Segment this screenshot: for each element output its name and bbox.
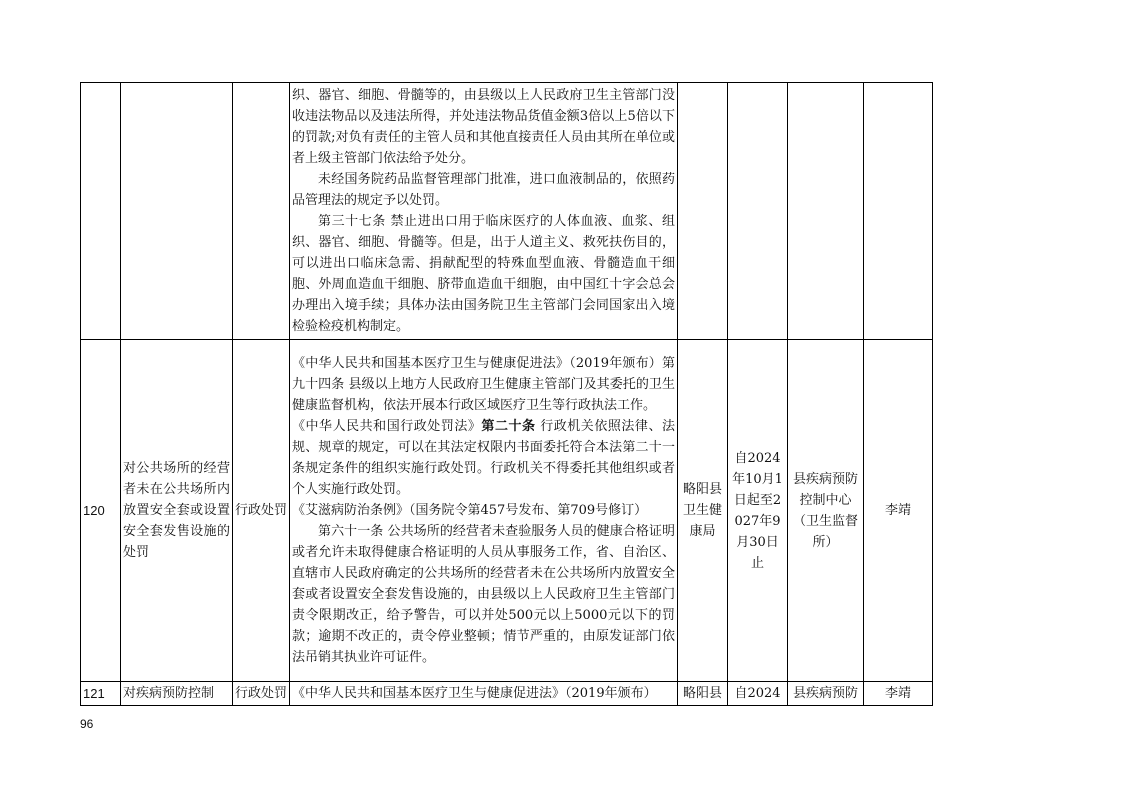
row-number-cell: 121 [81,682,121,706]
authority-table [80,82,933,706]
page-number: 96 [80,717,94,731]
period-cell [728,83,788,340]
row-number-cell: 120 [81,340,121,682]
article-number: 第二十条 [481,419,536,434]
basis-paragraph [292,416,675,500]
item-name-cell: 对疾病预防控制 [121,682,233,706]
basis-paragraph: 《中华人民共和国基本医疗卫生与健康促进法》（2019年颁布）第九十四条 县级以上地方人民政府卫生健康主管部门及其委托的卫生健康监督机构，依法开展本行政区域医疗卫生等行政执法工作。 [292,356,675,413]
authority-cell [678,83,728,340]
law-title: 《中华人民共和国行政处罚法》 [292,419,482,434]
basis-paragraph: 第三十七条 禁止进出口用于临床医疗的人体血液、血浆、组织、器官、细胞、骨髓等。但是，出于人道主义、救死扶伤目的，可以进出口临床急需、捐献配型的特殊血型血液、骨髓造血干细胞、外周血造血干细胞、脐带血造血干细胞，由中国红十字会总会办理出入境手续；具体办法由国务院卫生主管部门会同国家出入境检验检疫机构制定。 [292,214,675,334]
item-name-cell: 对公共场所的经营者未在公共场所内放置安全套或设置安全套发售设施的处罚 [121,340,233,682]
basis-paragraph: 第六十一条 公共场所的经营者未查验服务人员的健康合格证明或者允许未取得健康合格证明的人员从事服务工作，省、自治区、直辖市人民政府确定的公共场所的经营者未在公共场所内放置安全套或者设置安全套发售设施的，由县级以上人民政府卫生主管部门责令限期改正，给予警告，可以并处500元以上5000元以下的罚款；逾期不改正的，责令停业整顿；情节严重的，由原发证部门依法吊销其执业许可证件。 [292,524,675,665]
type-cell: 行政处罚 [233,340,290,682]
period-cell: 自2024年10月1日起至2027年9月30日止 [728,340,788,682]
row-number-cell [81,83,121,340]
table-row [81,340,933,682]
basis-cell: 《中华人民共和国基本医疗卫生与健康促进法》（2019年颁布） [290,682,678,706]
period-cell: 自2024 [728,682,788,706]
entrusted-cell: 县疾病预防控制中心（卫生监督所） [788,340,864,682]
basis-cell [290,340,678,682]
entrusted-cell [788,83,864,340]
basis-cell [290,83,678,340]
type-cell [233,83,290,340]
basis-paragraph: 《艾滋病防治条例》（国务院令第457号发布、第709号修订） [292,503,648,518]
entrusted-cell: 县疾病预防 [788,682,864,706]
person-cell: 李靖 [864,682,933,706]
basis-paragraph: 织、器官、细胞、骨髓等的，由县级以上人民政府卫生主管部门没收违法物品以及违法所得，并处违法物品货值金额3倍以上5倍以下的罚款;对负有责任的主管人员和其他直接责任人员由其所在单位或者上级主管部门依法给予处分。 [292,88,675,166]
person-cell [864,83,933,340]
authority-cell: 略阳县卫生健康局 [678,340,728,682]
item-name-cell [121,83,233,340]
table-row [81,83,933,340]
article-text: 行政机关依照法律、法规、规章的规定，可以在其法定权限内书面委托符合本法第二十一条规定条件的组织实施行政处罚。行政机关不得委托其他组织或者个人实施行政处罚。 [292,419,675,497]
person-cell: 李靖 [864,340,933,682]
authority-cell: 略阳县 [678,682,728,706]
table-row [81,682,933,706]
type-cell: 行政处罚 [233,682,290,706]
basis-paragraph: 未经国务院药品监督管理部门批准，进口血液制品的，依照药品管理法的规定予以处罚。 [292,172,675,208]
